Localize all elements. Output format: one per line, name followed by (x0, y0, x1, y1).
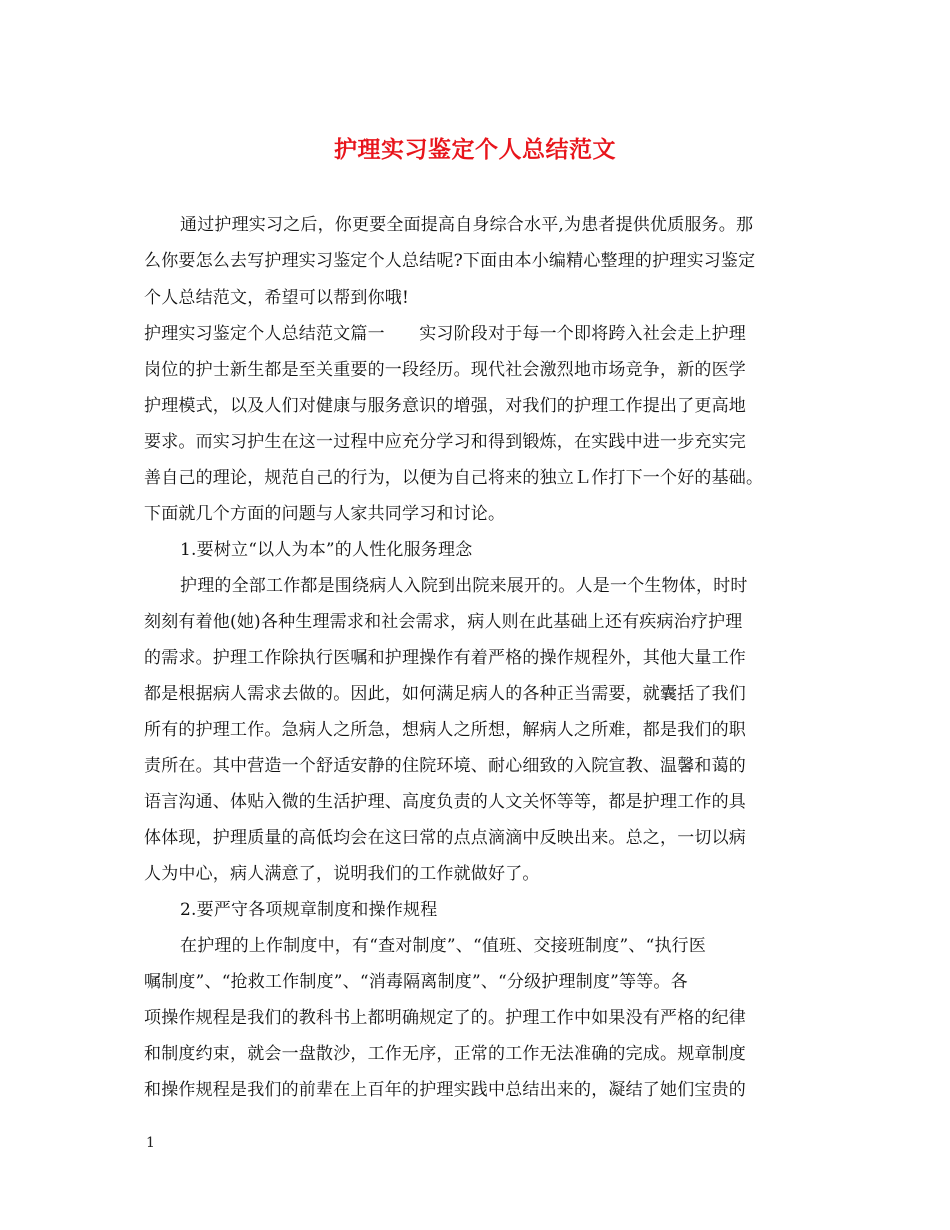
paragraph-line: 和操作规程是我们的前辈在上百年的护理实践中总结出来的，凝结了她们宝贵的 (144, 1080, 746, 1100)
paragraph-line: 和制度约束，就会一盘散沙，工作无序，正常的工作无法准确的完成。规章制度 (144, 1044, 746, 1064)
paragraph-line: 下面就几个方面的问题与人家共同学习和讨论。 (144, 504, 506, 524)
section-heading: 2.要严守各项规章制度和操作规程 (180, 900, 438, 920)
paragraph-line: 责所在。其中营造一个舒适安静的住院环境、耐心细致的入院宣教、温馨和蔼的 (144, 756, 746, 776)
paragraph-line: 个人总结范文，希望可以帮到你哦! (144, 288, 410, 308)
paragraph-line: 项操作规程是我们的教科书上都明确规定了的。护理工作中如果没有严格的纪律 (144, 1008, 746, 1028)
paragraph-line: 护理模式，以及人们对健康与服务意识的增强，对我们的护理工作提出了更高地 (144, 396, 746, 416)
paragraph-line: 通过护理实习之后，你更要全面提高自身综合水平,为患者提供优质服务。那 (180, 215, 754, 235)
section-heading: 1.要树立“以人为本”的人性化服务理念 (180, 540, 473, 560)
paragraph-line: 善自己的理论，规范自己的行为，以便为自己将来的独立Ｌ作打下一个好的基础。 (144, 468, 764, 488)
paragraph-line: 要求。而实习护生在这一过程中应充分学习和得到锻炼，在实践中进一步充实完 (144, 432, 746, 452)
paragraph-line: 体体现，护理质量的高低均会在这曰常的点点滴滴中反映出来。总之，一切以病 (144, 828, 746, 848)
paragraph-line: 的需求。护理工作除执行医嘱和护理操作有着严格的操作规程外，其他大量工作 (144, 648, 746, 668)
paragraph-line: 在护理的上作制度中，有“查对制度”、“值班、交接班制度”、“执行医 (180, 936, 707, 956)
paragraph-line: 都是根据病人需求去做的。因此，如何满足病人的各种正当需要，就囊括了我们 (144, 684, 746, 704)
paragraph-line: 么你要怎么去写护理实习鉴定个人总结呢?下面由本小编精心整理的护理实习鉴定 (144, 251, 756, 271)
paragraph-line: 护理的全部工作都是围绕病人入院到出院来展开的。人是一个生物体，时时 (180, 576, 748, 596)
paragraph-line: 人为中心，病人满意了，说明我们的工作就做好了。 (144, 864, 540, 884)
paragraph-line: 刻刻有着他(她)各种生理需求和社会需求，病人则在此基础上还有疾病治疗护理 (144, 612, 743, 632)
paragraph-line: 嘱制度”、“抢救工作制度”、“消毒隔离制度”、“分级护理制度”等等。各 (144, 972, 688, 992)
paragraph-line: 语言沟通、体贴入微的生活护理、高度负责的人文关怀等等，都是护理工作的具 (144, 792, 746, 812)
document-title: 护理实习鉴定个人总结范文 (334, 136, 616, 163)
page-number: 1 (146, 1135, 155, 1151)
paragraph-line: 所有的护理工作。急病人之所急，想病人之所想，解病人之所难，都是我们的职 (144, 720, 746, 740)
paragraph-line: 岗位的护士新生都是至关重要的一段经历。现代社会激烈地市场竞争，新的医学 (144, 360, 746, 380)
paragraph-line: 护理实习鉴定个人总结范文篇一 实习阶段对于每一个即将跨入社会走上护理 (144, 324, 746, 344)
